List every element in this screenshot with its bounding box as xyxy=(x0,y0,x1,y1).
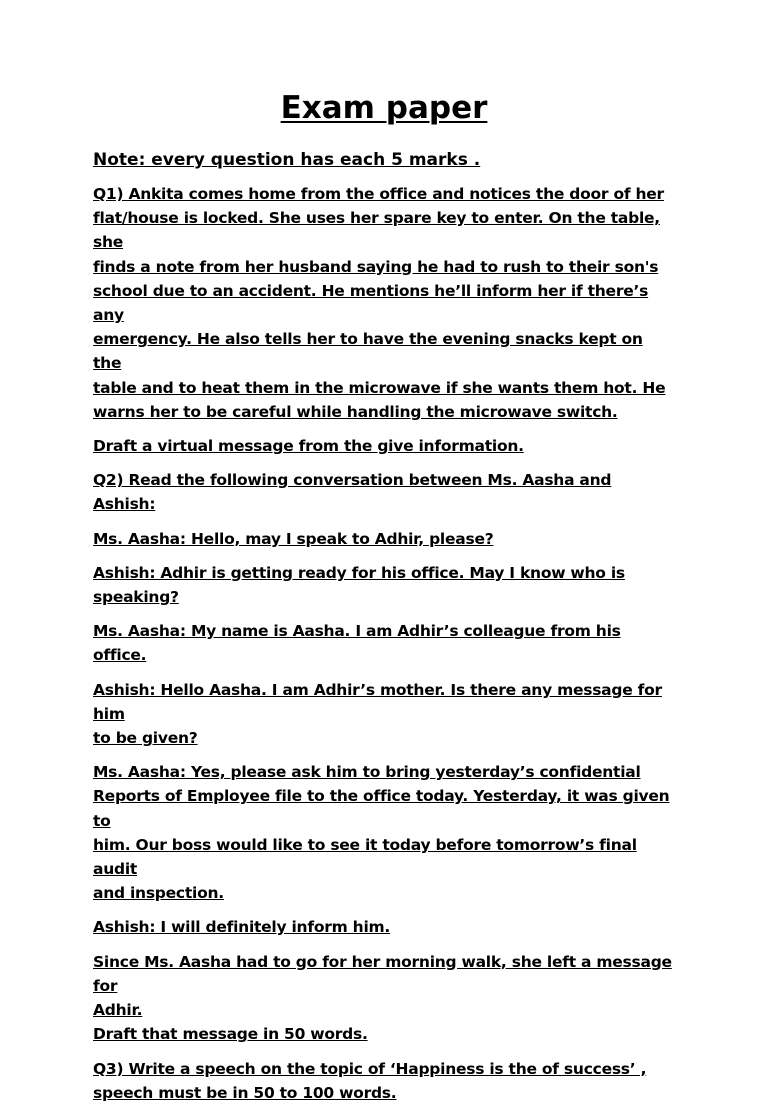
dialogue-ashish-mother xyxy=(93,678,675,751)
dialogue-line: Ashish: Adhir is getting ready for his office. May I know who is xyxy=(93,563,625,582)
q1-line: Q1) Ankita comes home from the office and notices the door of her xyxy=(93,185,664,203)
marks-note: Note: every question has each 5 marks . xyxy=(93,150,481,170)
dialogue-line: Adhir. xyxy=(93,1001,143,1020)
q1-line: warns her to be careful while handling the microwave switch. xyxy=(93,402,618,421)
exam-paper-page xyxy=(93,86,675,1115)
q3-paragraph xyxy=(93,1057,675,1105)
dialogue-line: Draft that message in 50 words. xyxy=(93,1025,368,1044)
q1-instruction: Draft a virtual message from the give information. xyxy=(93,437,524,456)
dialogue-line: and inspection. xyxy=(93,884,224,903)
page-title: Exam paper xyxy=(280,90,488,126)
q3-line: speech must be in 50 to 100 words. xyxy=(93,1083,397,1102)
q1-line: finds a note from her husband saying he had to rush to their son's xyxy=(93,257,659,276)
dialogue-ashish-reply xyxy=(93,561,675,609)
q3-line: Q3) Write a speech on the topic of ‘Happiness is the of success’ , xyxy=(93,1059,647,1078)
q1-line: flat/house is locked. She uses her spare key to enter. On the table, she xyxy=(93,209,660,252)
dialogue-line: Reports of Employee file to the office today. Yesterday, it was given to xyxy=(93,787,670,830)
dialogue-aasha-request xyxy=(93,760,675,905)
dialogue-line: Ms. Aasha: My name is Aasha. I am Adhir’s colleague from his office. xyxy=(93,622,621,665)
dialogue-line: Ashish: I will definitely inform him. xyxy=(93,918,391,937)
dialogue-line: him. Our boss would like to see it today before tomorrow’s final audit xyxy=(93,835,637,879)
q1-line: school due to an accident. He mentions he’ll inform her if there’s any xyxy=(93,281,649,325)
q1-line: emergency. He also tells her to have the evening snacks kept on the xyxy=(93,330,643,373)
dialogue-line: to be given? xyxy=(93,729,198,748)
dialogue-ashish-confirm xyxy=(93,915,675,939)
q2-instruction xyxy=(93,950,675,1047)
dialogue-line: Ms. Aasha: Yes, please ask him to bring yesterday’s confidential xyxy=(93,763,641,782)
dialogue-line: Ashish: Hello Aasha. I am Adhir’s mother. Is there any message for him xyxy=(93,680,662,723)
q2-intro: Q2) Read the following conversation between Ms. Aasha and Ashish: xyxy=(93,471,612,514)
dialogue-aasha-intro xyxy=(93,619,675,667)
dialogue-line: Since Ms. Aasha had to go for her morning walk, she left a message for xyxy=(93,952,672,995)
q1-paragraph xyxy=(93,182,675,424)
dialogue-aasha-greeting xyxy=(93,527,675,551)
dialogue-line: Ms. Aasha: Hello, may I speak to Adhir, please? xyxy=(93,529,494,548)
q1-line: table and to heat them in the microwave if she wants them hot. He xyxy=(93,378,666,397)
dialogue-line: speaking? xyxy=(93,588,179,607)
